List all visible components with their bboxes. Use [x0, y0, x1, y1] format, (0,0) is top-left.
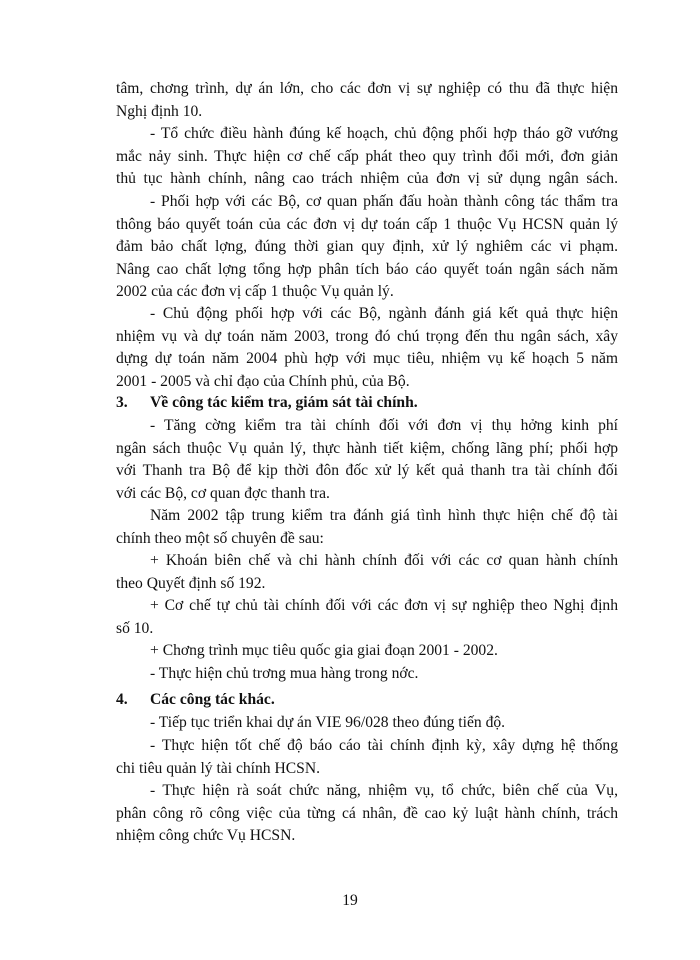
section-title: Về công tác kiểm tra, giám sát tài chính. [150, 394, 418, 411]
text-line: với các Bộ, cơ quan đợc thanh tra. [116, 484, 330, 502]
text-line: nhiệm công chức Vụ HCSN. [116, 827, 296, 844]
paragraph [116, 505, 618, 550]
section-heading [116, 392, 618, 415]
text-line: 2002 của các đơn vị cấp 1 thuộc Vụ quản lý. [116, 283, 394, 300]
text-line: thông báo quyết toán của các đơn vị dự toán cấp 1 thuộc Vụ HCSN quản lý [116, 215, 618, 233]
section-heading [116, 689, 618, 712]
paragraph [116, 303, 618, 393]
text-line: chi tiêu quản lý tài chính HCSN. [116, 759, 320, 777]
text-line: Nâng cao chất lợng tổng hợp phân tích báo cáo quyết toán ngân sách năm [116, 260, 618, 278]
text-line: - Phối hợp với các Bộ, cơ quan phấn đấu hoàn thành công tác thẩm tra [150, 193, 618, 210]
text-line: chính theo một số chuyên đề sau: [116, 529, 324, 547]
paragraph [116, 780, 618, 848]
text-line: đảm bảo chất lợng, đúng thời gian quy định, xử lý nghiêm các vi phạm. [116, 238, 618, 255]
paragraph [116, 123, 618, 191]
section-title: Các công tác khác. [150, 691, 275, 708]
text-line: tâm, chơng trình, dự án lớn, cho các đơn vị sự nghiệp có thu đã thực hiện [116, 80, 618, 97]
paragraph [116, 415, 618, 505]
text-line: - Tăng cờng kiểm tra tài chính đối với đơn vị thụ hởng kinh phí [150, 417, 618, 434]
text-line: - Thực hiện tốt chế độ báo cáo tài chính định kỳ, xây dựng hệ thống [150, 737, 618, 754]
paragraph [116, 550, 618, 595]
text-line: phân công rõ công việc của từng cá nhân, đề cao kỷ luật hành chính, trách [116, 804, 618, 822]
page-number: 19 [342, 892, 358, 909]
paragraph [116, 712, 618, 735]
paragraph [116, 78, 618, 123]
text-line: ngân sách thuộc Vụ quản lý, thực hành tiết kiệm, chống lãng phí; phối hợp [116, 439, 618, 457]
text-line: dựng dự toán năm 2004 phù hợp với mục tiêu, nhiệm vụ kế hoạch 5 năm [116, 350, 618, 367]
paragraph [116, 640, 618, 663]
text-line: - Tiếp tục triển khai dự án VIE 96/028 theo đúng tiến độ. [150, 714, 506, 731]
paragraph [116, 595, 618, 640]
text-line: theo Quyết định số 192. [116, 574, 266, 592]
text-line: - Chủ động phối hợp với các Bộ, ngành đánh giá kết quả thực hiện [150, 305, 618, 322]
text-line: + Chơng trình mục tiêu quốc gia giai đoạn 2001 - 2002. [150, 642, 498, 659]
paragraph [116, 191, 618, 304]
text-line: - Tổ chức điều hành đúng kế hoạch, chủ động phối hợp tháo gỡ vướng [150, 125, 618, 142]
paragraph [116, 735, 618, 780]
text-line: + Cơ chế tự chủ tài chính đối với các đơn vị sự nghiệp theo Nghị định [150, 597, 618, 614]
text-line: - Thực hiện chủ trơng mua hàng trong nớc. [150, 665, 419, 682]
text-line: với Thanh tra Bộ để kịp thời đôn đốc xử lý kết quả thanh tra tài chính đối [116, 462, 618, 479]
text-line: thủ tục hành chính, nâng cao trách nhiệm của đơn vị sử dụng ngân sách. [116, 170, 618, 187]
text-line: + Khoán biên chế và chi hành chính đối với các cơ quan hành chính [150, 552, 618, 569]
text-line: mắc nảy sinh. Thực hiện cơ chế cấp phát theo quy trình đổi mới, đơn giản [116, 147, 618, 165]
text-line: Năm 2002 tập trung kiểm tra đánh giá tình hình thực hiện chế độ tài [150, 507, 618, 524]
text-line: nhiệm vụ và dự toán năm 2003, trong đó chú trọng đến thu ngân sách, xây [116, 327, 618, 345]
text-line: Nghị định 10. [116, 102, 203, 120]
text-line: số 10. [116, 619, 154, 637]
section-number: 3. [116, 394, 128, 411]
text-line: 2001 - 2005 và chỉ đạo của Chính phủ, của Bộ. [116, 372, 410, 390]
paragraph [116, 663, 618, 686]
section-number: 4. [116, 691, 128, 708]
text-line: - Thực hiện rà soát chức năng, nhiệm vụ, tổ chức, biên chế của Vụ, [150, 782, 618, 799]
